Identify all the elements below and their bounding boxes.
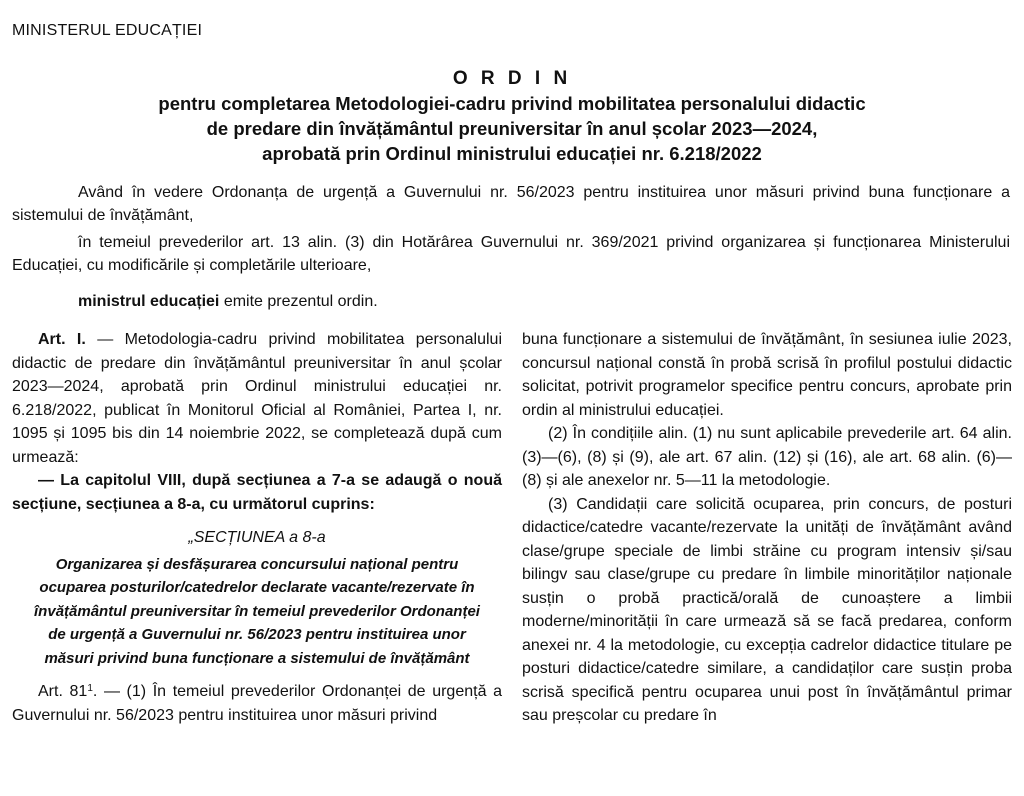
order-subtitle-line-3: aprobată prin Ordinul ministrului educației nr. 6.218/2022 [262,143,762,164]
section-title [12,553,502,671]
section-heading: „SECȚIUNEA a 8-a [188,529,326,546]
article-81-1-text: . — (1) În temeiul prevederilor Ordonanței de urgență a Guvernului nr. 56/2023 pentru instituirea unor măsuri privind [12,683,502,724]
intro-paragraph-2: în temeiul prevederilor art. 13 alin. (3) din Hotărârea Guvernului nr. 369/2021 privind organizarea și funcționarea Ministerului Educației, cu modificările și completările ulterioare, [12,234,1010,274]
article-1-text: — Metodologia-cadru privind mobilitatea personalului didactic de predare din învățământul preuniversitar în anul școlar 2023—2024, aprobată prin Ordinul ministrului educației nr. 6.218/2022, publicat în Monitorul Oficial al României, Partea I, nr. 1095 și 1095 bis din 14 noiembrie 2022, se completează după cum urmează: [12,331,503,466]
intro-paragraph-1: Având în vedere Ordonanța de urgență a Guvernului nr. 56/2023 pentru instituirea unor măsuri privind buna funcționare a sistemului de învățământ, [12,184,1010,224]
chapter-amendment: — La capitolul VIII, după secțiunea a 7-a se adaugă o nouă secțiune, secțiunea a 8-a, cu următorul cuprins: [12,472,502,513]
article-81-1-label: Art. 81 [38,683,88,700]
order-subtitle-line-1: pentru completarea Metodologiei-cadru privind mobilitatea personalului didactic [158,93,866,114]
left-column [12,328,502,727]
minister-label: ministrul educației [78,293,220,310]
right-paragraph-3: (3) Candidații care solicită ocuparea, prin concurs, de posturi didactice/catedre vacante/rezervate la unități de învățământ având clase/grupe speciale de limbi străine cu program intensiv și/sau bilingv sau clase/grupe cu predare în limbile minorităților naționale susțin o probă practică/orală de cunoaștere a limbii moderne/minorității în care urmează să se facă predarea, conform anexei nr. 4 la metodologie, cu excepția cadrelor didactice titulare pe posturi didactice/catedre similare, a candidaților care susțin proba scrisă specifică pentru ocuparea unui post în învățământul primar sau preșcolar cu predare în [522,495,1012,724]
intro-paragraph-3 [12,290,1010,313]
section-title-line: învățământul preuniversitar în temeiul prevederilor Ordonanței [34,602,480,620]
order-title-block [0,66,1024,166]
ministry-header: MINISTERUL EDUCAȚIEI [12,22,203,39]
section-title-line: ocuparea posturilor/catedrelor declarate vacante/rezervate în [39,579,475,596]
section-title-line: măsuri privind buna funcționare a sistemului de învățământ [44,649,470,667]
section-title-line: Organizarea și desfășurarea concursului național pentru [55,555,459,573]
article-1 [12,328,502,469]
right-paragraph-1: buna funcționare a sistemului de învățământ, în sesiunea iulie 2023, concursul național constă în probă scrisă în profilul postului didactic solicitat, potrivit programelor specifice pentru concurs, aprobate prin ordin al ministrului educației. [522,331,1012,419]
order-subtitle-line-2: de predare din învățământul preuniversitar în anul școlar 2023—2024, [206,118,818,139]
minister-text: emite prezentul ordin. [219,293,378,310]
right-paragraph-2: (2) În condițiile alin. (1) nu sunt aplicabile prevederile art. 64 alin. (3)—(6), (8) și (9), ale art. 67 alin. (12) și (16), ale art. 68 alin. (6)—(8) și ale anexelor nr. 5—11 la metodologie. [522,425,1012,489]
article-1-label: Art. I. [38,331,86,348]
right-column [522,328,1012,728]
order-word: O R D I N [452,68,572,89]
article-81-1 [12,677,502,727]
article-81-1-superscript: 1 [87,683,93,694]
section-title-line: de urgență a Guvernului nr. 56/2023 pentru instituirea unor [48,626,466,643]
